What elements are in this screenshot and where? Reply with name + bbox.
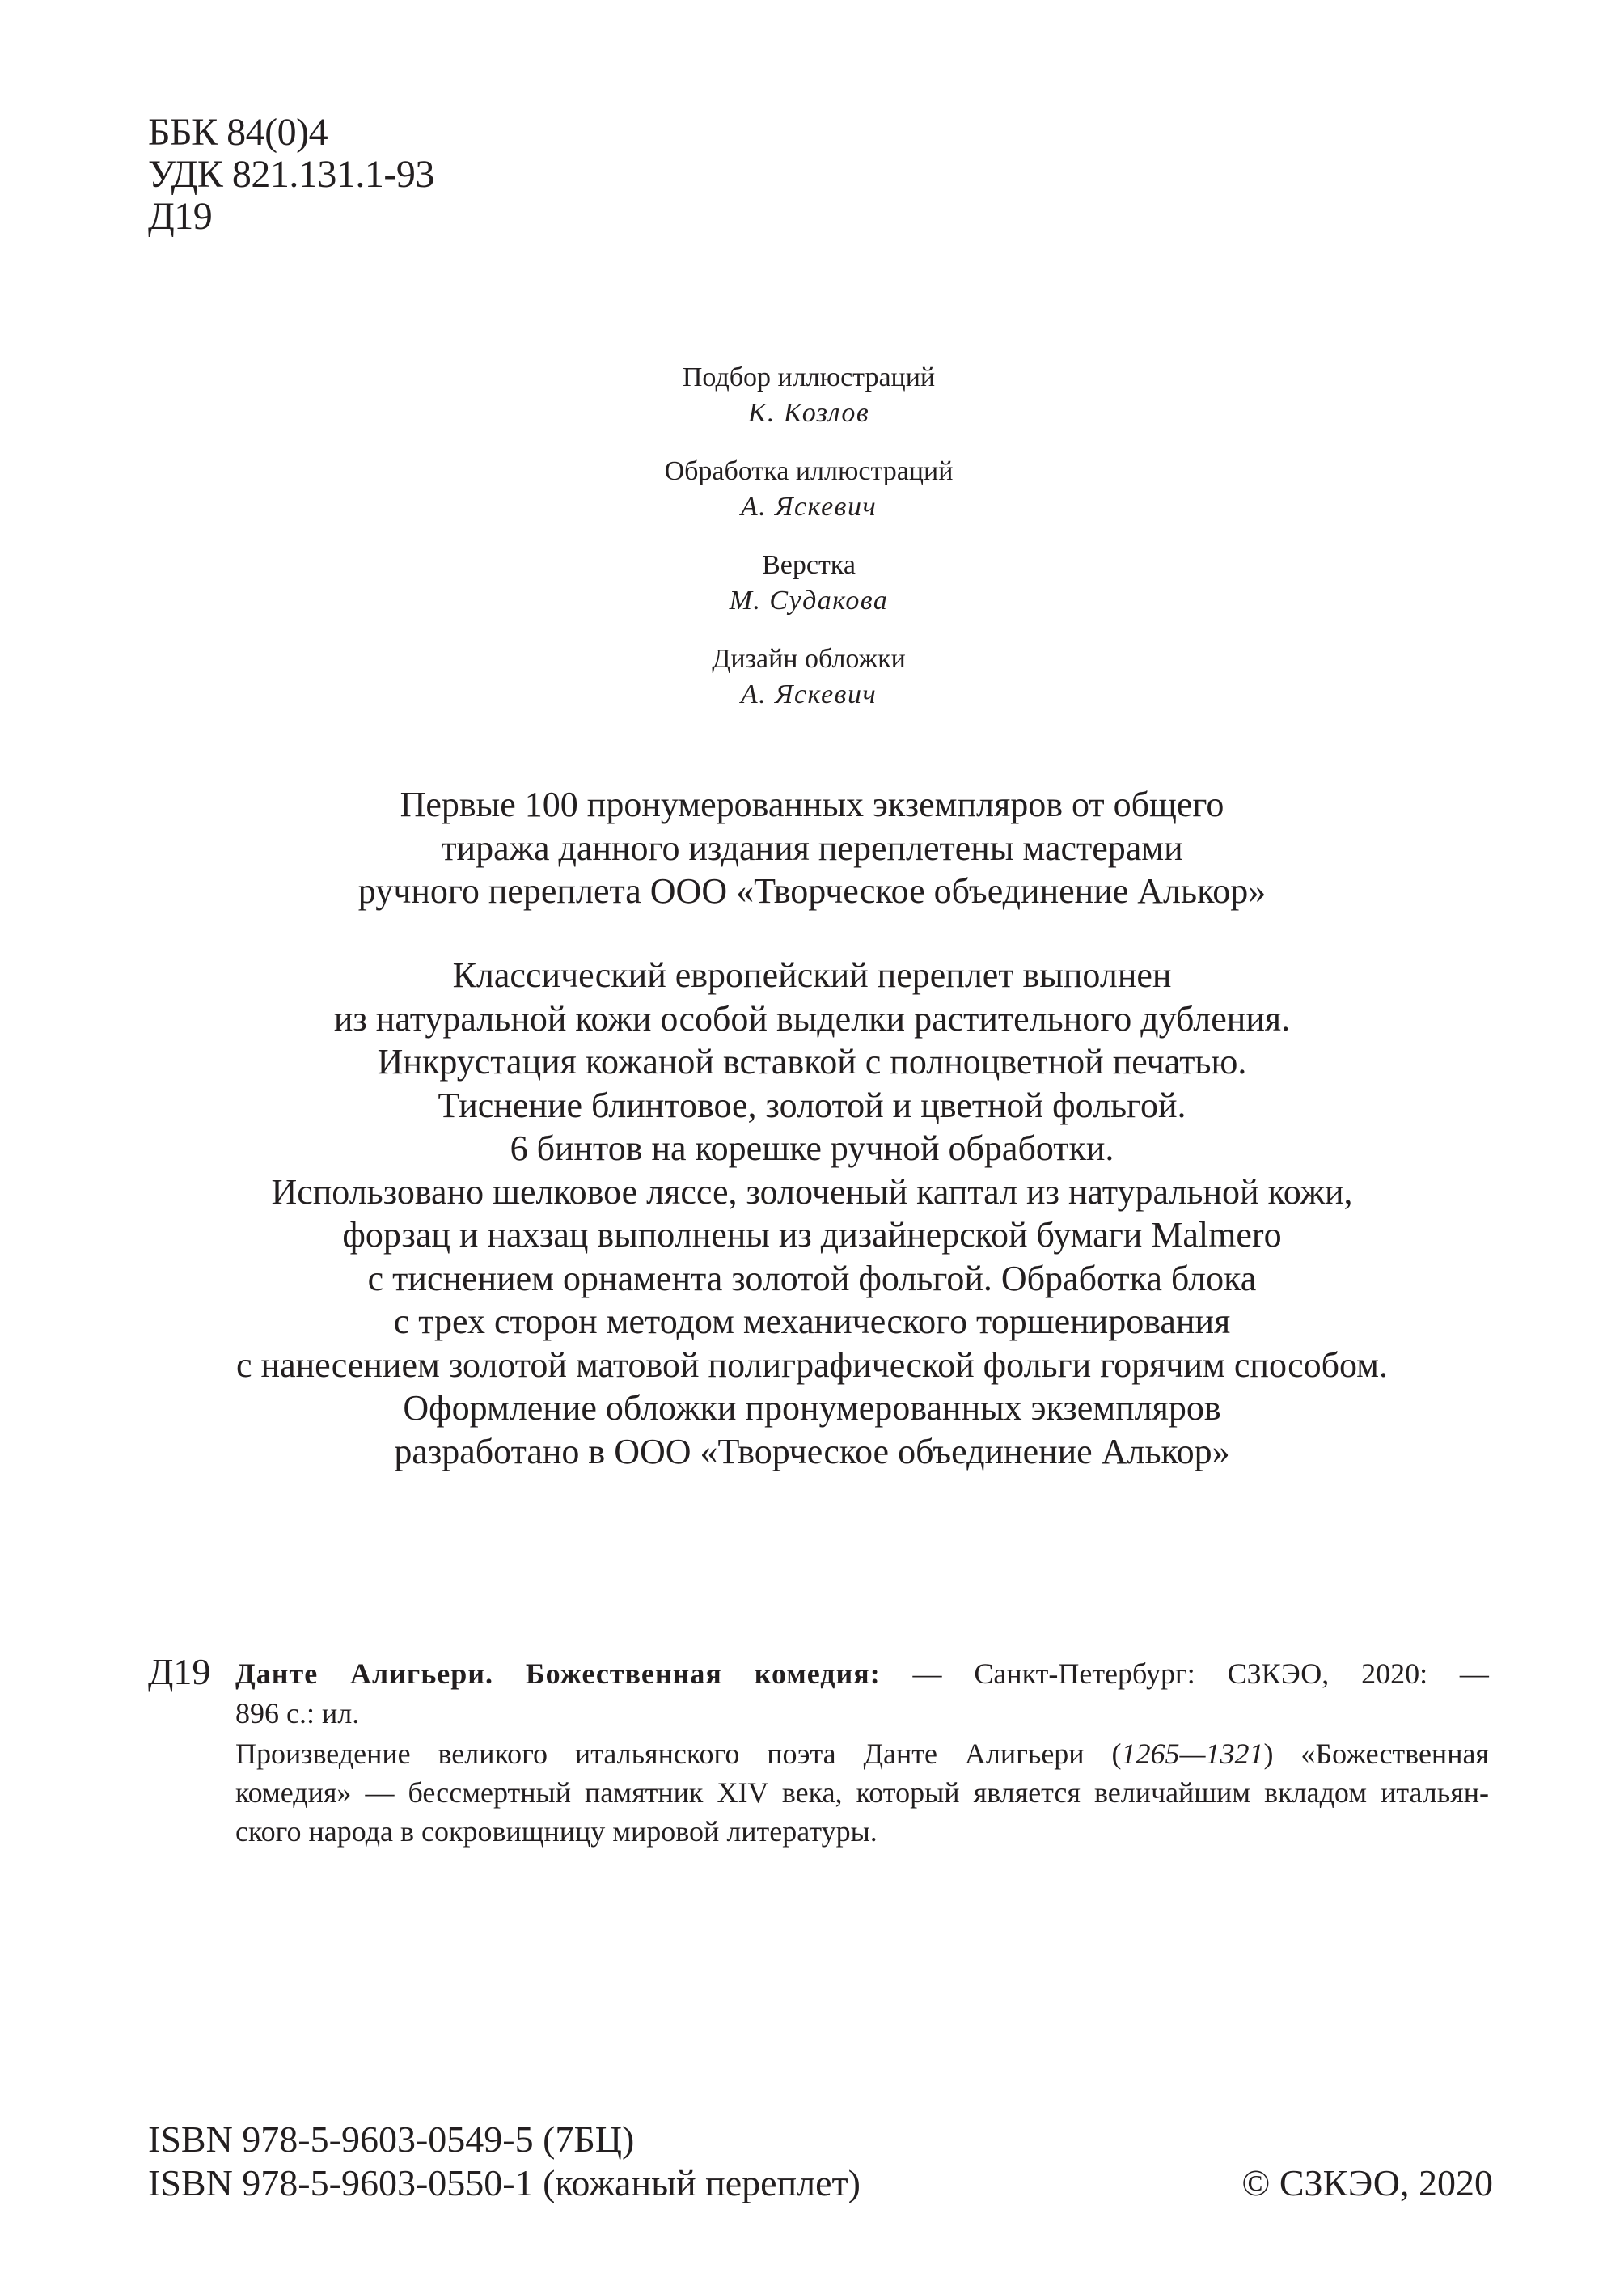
credit-illustration-processing — [566, 455, 1051, 548]
classification-codes — [148, 112, 434, 238]
limited-edition-note — [162, 783, 1462, 913]
text-line: Использовано шелковое ляссе, золоченый каптал из натуральной кожи, — [271, 1171, 1353, 1212]
isbn-line: ISBN 978-5-9603-0550-1 (кожаный переплет) — [148, 2162, 861, 2203]
udk-code: УДК 821.131.1-93 — [148, 153, 434, 196]
catalog-title-line — [235, 1653, 1489, 1694]
credit-name: А. Яскевич — [740, 679, 878, 709]
text-line: Инкрустация кожаной вставкой с полноцветной печатью. — [377, 1042, 1247, 1082]
text-line: ручного переплета ООО «Творческое объединение Алькор» — [357, 871, 1267, 911]
text-line: Первые 100 пронумерованных экземпляров от общего — [400, 785, 1224, 824]
credit-role: Дизайн обложки — [712, 644, 906, 674]
text-line: из натуральной кожи особой выделки растительного дубления. — [333, 998, 1291, 1039]
publication-year: 2020: — [1361, 1657, 1428, 1690]
credits-block — [566, 361, 1051, 736]
catalog-description-line: комедия» — бессмертный памятник XIV века, который является величайшим вкладом итальян- — [235, 1776, 1489, 1809]
credit-name: К. Козлов — [747, 398, 870, 428]
isbn-block — [148, 2118, 861, 2205]
text-line: с тиснением орнамента золотой фольгой. Обработка блока — [367, 1258, 1257, 1298]
credit-role: Обработка иллюстраций — [664, 456, 954, 486]
catalog-description-line: ского народа в сокровищницу мировой литературы. — [235, 1815, 878, 1848]
credit-layout — [566, 548, 1051, 642]
title-word: комедия: — [754, 1657, 881, 1690]
text-line: разработано в ООО «Творческое объединение Алькор» — [394, 1431, 1230, 1471]
author-years: 1265—1321 — [1121, 1738, 1264, 1770]
catalog-description-line — [235, 1734, 1489, 1773]
author-mark: Д19 — [148, 195, 213, 238]
title-word: — — [912, 1657, 942, 1690]
text-line: Тиснение блинтовое, золотой и цветной фольгой. — [438, 1085, 1186, 1125]
bbk-code: ББК 84(0)4 — [148, 111, 328, 154]
title-word: — — [1459, 1657, 1489, 1690]
binding-description — [162, 954, 1462, 1473]
publisher-name: СЗКЭО, — [1227, 1657, 1330, 1690]
description-text: ) «Божественная — [1263, 1738, 1489, 1770]
catalog-code: Д19 — [148, 1651, 211, 1692]
credit-role: Верстка — [762, 550, 856, 580]
text-line: Классический европейский переплет выполнен — [452, 955, 1172, 995]
credit-cover-design — [566, 642, 1051, 736]
isbn-line: ISBN 978-5-9603-0549-5 (7БЦ) — [148, 2119, 635, 2160]
description-text: Произведение великого итальянского поэта Данте Алигьери ( — [235, 1738, 1122, 1770]
title-word: Алигьери. — [349, 1657, 494, 1690]
credit-name: А. Яскевич — [740, 492, 878, 522]
text-line: 6 бинтов на корешке ручной обработки. — [510, 1128, 1114, 1168]
text-line: тиража данного издания переплетены мастерами — [441, 828, 1183, 868]
copyright-notice: © СЗКЭО, 2020 — [1241, 2162, 1493, 2203]
text-line: форзац и нахзац выполнены из дизайнерской бумаги Malmero — [342, 1215, 1282, 1255]
publisher-city: Санкт-Петербург: — [974, 1657, 1195, 1690]
catalog-body — [235, 1653, 1489, 1851]
credit-illustration-selection — [566, 361, 1051, 455]
credit-role: Подбор иллюстраций — [682, 362, 936, 392]
title-word: Божественная — [525, 1657, 722, 1690]
catalog-pages: 896 с.: ил. — [235, 1697, 360, 1729]
text-line: с нанесением золотой матовой полиграфической фольги горячим способом. — [236, 1344, 1388, 1385]
credit-name: М. Судакова — [729, 586, 889, 616]
text-line: с трех сторон методом механического торшенирования — [393, 1302, 1231, 1341]
text-line: Оформление обложки пронумерованных экземпляров — [403, 1388, 1221, 1428]
title-word: Данте — [235, 1657, 319, 1690]
